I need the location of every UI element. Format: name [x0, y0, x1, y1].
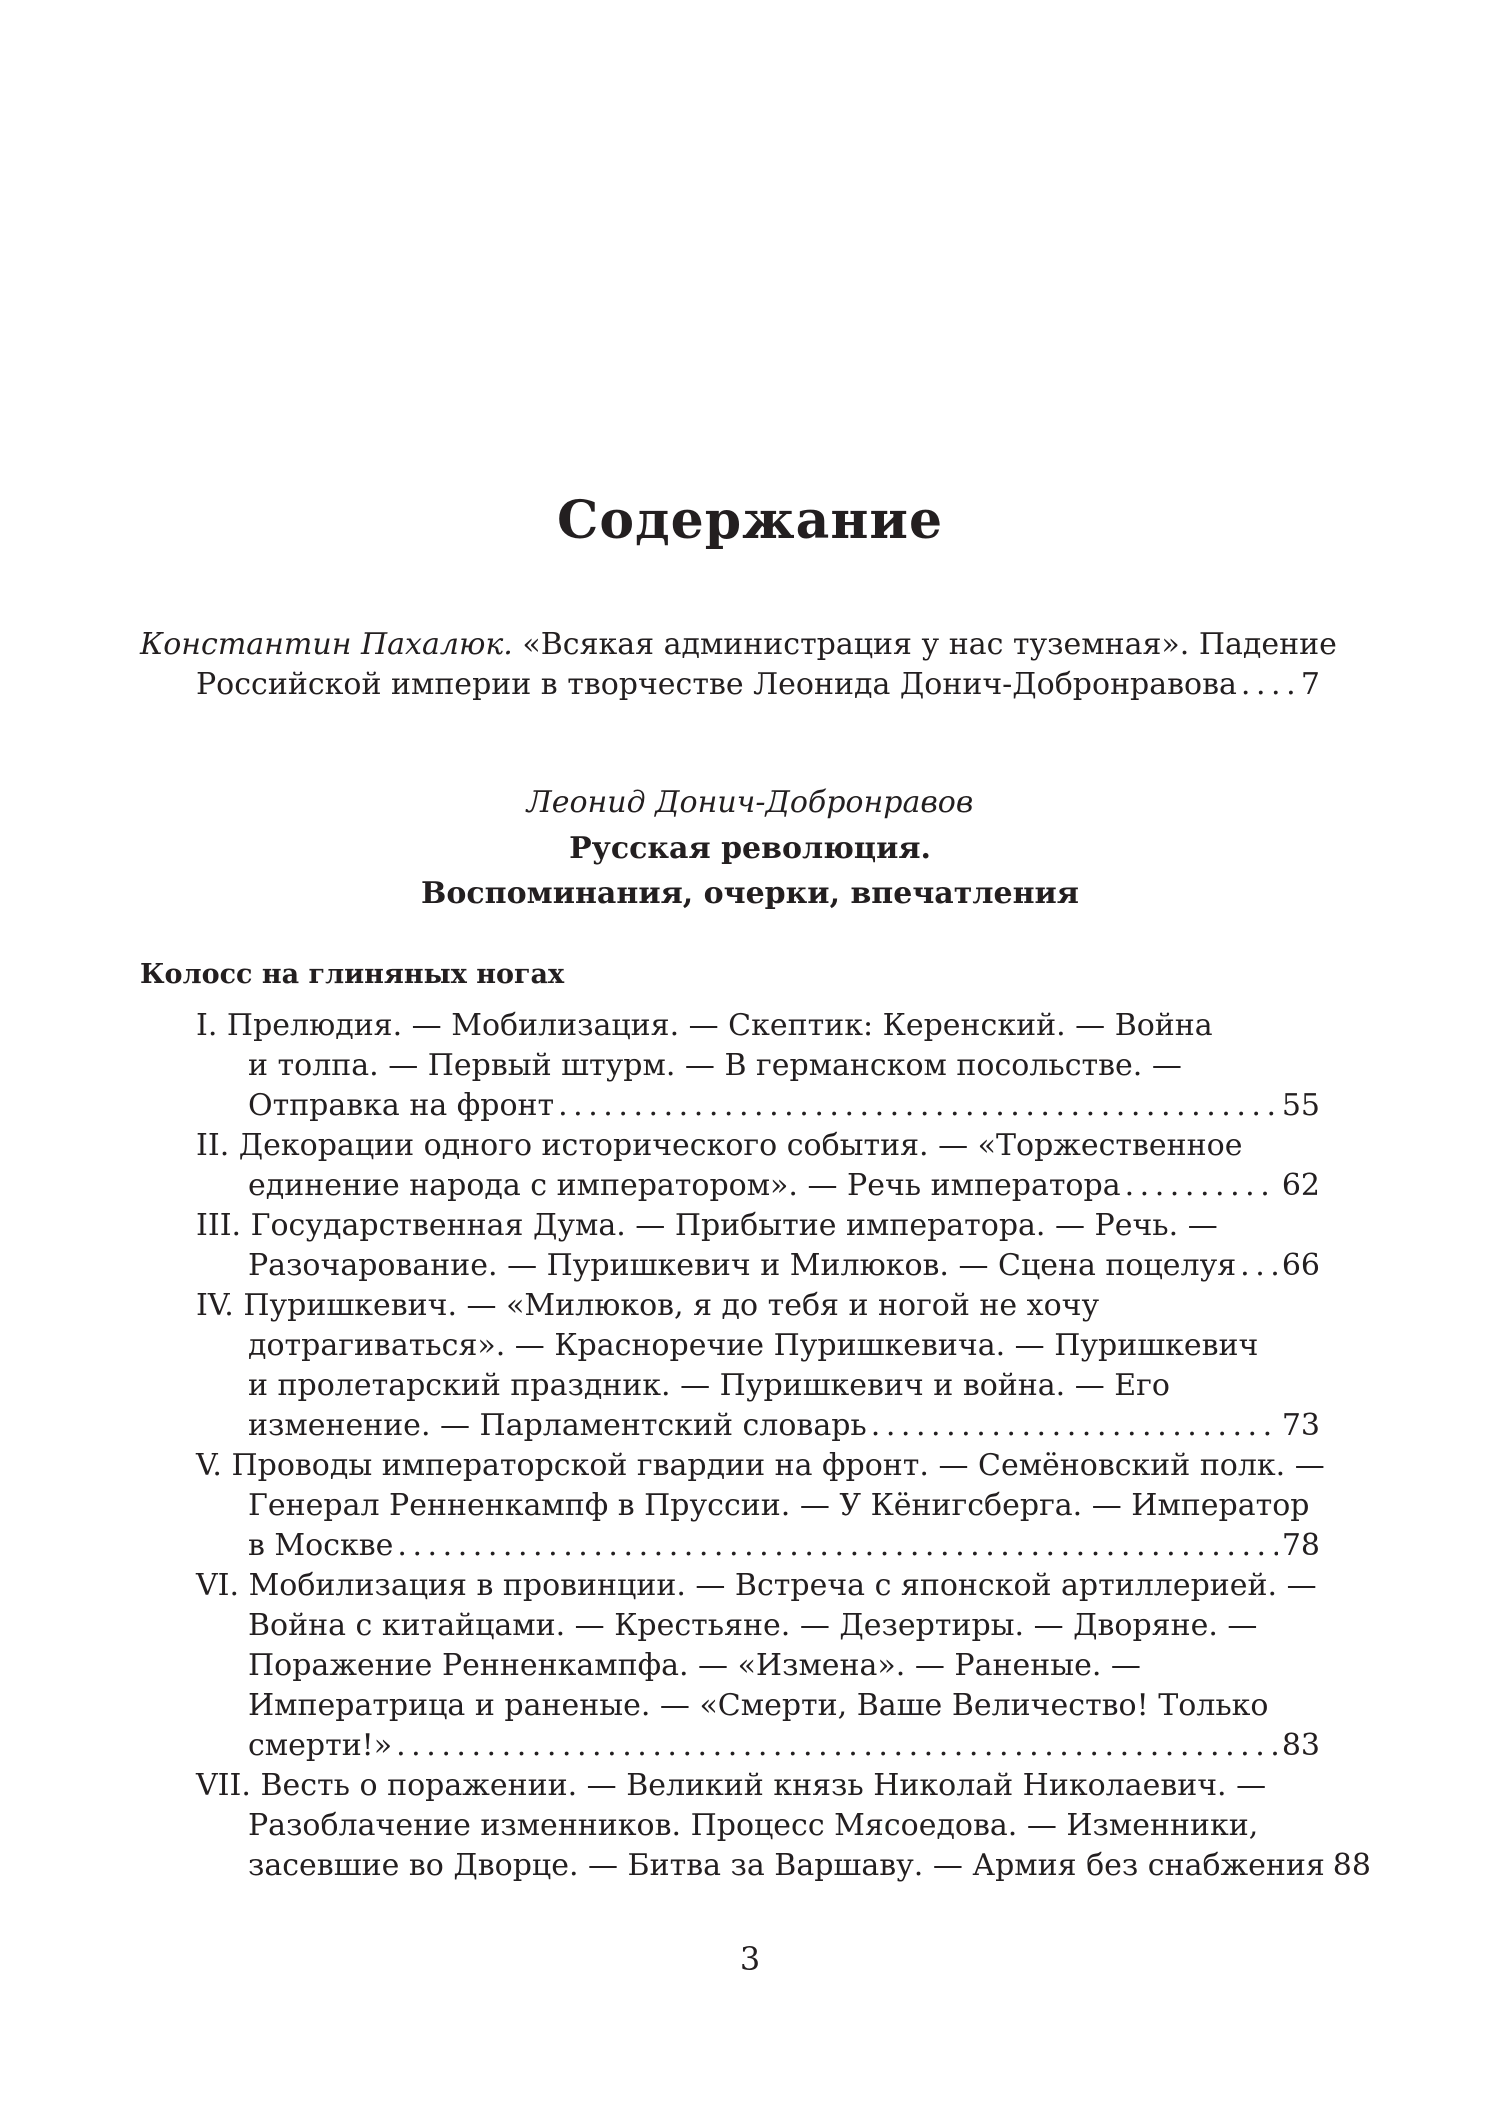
page-number: 3 — [739, 1940, 761, 1978]
entry-line-last — [248, 1526, 1320, 1566]
intro-title-part-1: «Всякая администрация у нас туземная». Падение — [522, 627, 1337, 662]
entry-text: Разочарование. — Пуришкевич и Милюков. — Сцена поцелуя — [248, 1248, 1237, 1283]
leader-dots — [558, 1086, 1278, 1126]
entry-text: в Москве — [248, 1528, 394, 1563]
entry-line: Поражение Ренненкампфа. — «Измена». — Раненые. — — [248, 1648, 1141, 1683]
entry-line: Генерал Ренненкампф в Пруссии. — У Кёнигсберга. — Император — [248, 1488, 1310, 1523]
intro-author: Константин Пахалюк. — [140, 627, 513, 662]
entry-page: 62 — [1281, 1168, 1320, 1203]
leader-dots — [397, 1526, 1277, 1566]
intro-page: 7 — [1300, 667, 1320, 702]
section-heading: Колосс на глиняных ногах — [140, 959, 565, 990]
entry-line: и толпа. — Первый штурм. — В германском посольстве. — — [248, 1048, 1182, 1083]
entry-line: I. Прелюдия. — Мобилизация. — Скептик: Керенский. — Война — [196, 1008, 1213, 1043]
entry-text: Отправка на фронт — [248, 1088, 555, 1123]
entry-line: VII. Весть о поражении. — Великий князь Николай Николаевич. — — [196, 1768, 1267, 1803]
entry-page: 78 — [1281, 1528, 1320, 1563]
entry-line: и пролетарский праздник. — Пуришкевич и война. — Его — [248, 1368, 1170, 1403]
leader-dots — [871, 1406, 1278, 1446]
entry-line: Война с китайцами. — Крестьяне. — Дезертиры. — Дворяне. — — [248, 1608, 1258, 1643]
leader-dots — [396, 1726, 1278, 1766]
entry-text: единение народа с императором». — Речь императора — [248, 1168, 1121, 1203]
entry-page: 88 — [1332, 1848, 1371, 1883]
book-title-line-2: Воспоминания, очерки, впечатления — [421, 876, 1079, 911]
entry-line: дотрагиваться». — Красноречие Пуришкевича. — Пуришкевич — [248, 1328, 1259, 1363]
entry-line: V. Проводы императорской гвардии на фронт. — Семёновский полк. — — [196, 1448, 1325, 1483]
entry-line-last — [248, 1726, 1320, 1766]
entry-line: III. Государственная Дума. — Прибытие императора. — Речь. — — [196, 1208, 1218, 1243]
intro-line-1 — [140, 625, 1337, 665]
entry-line-last — [248, 1166, 1320, 1206]
entry-line-last — [248, 1246, 1320, 1286]
entry-line: Императрица и раненые. — «Смерти, Ваше Величество! Только — [248, 1688, 1269, 1723]
entry-page: 55 — [1281, 1088, 1320, 1123]
entry-page: 83 — [1281, 1728, 1320, 1763]
page-title: Содержание — [556, 490, 944, 551]
entry-text: смерти!» — [248, 1728, 393, 1763]
intro-line-2 — [196, 665, 1320, 705]
entry-line-last — [248, 1406, 1320, 1446]
book-author: Леонид Донич-Добронравов — [526, 785, 974, 820]
leader-dots — [1240, 1246, 1278, 1286]
entry-line: VI. Мобилизация в провинции. — Встреча с японской артиллерией. — — [196, 1568, 1317, 1603]
entry-line-last — [248, 1086, 1320, 1126]
entry-line: II. Декорации одного исторического события. — «Торжественное — [196, 1128, 1243, 1163]
entry-line-last — [248, 1846, 1371, 1886]
entry-line: IV. Пуришкевич. — «Милюков, я до тебя и ногой не хочу — [196, 1288, 1100, 1323]
leader-dots — [1125, 1166, 1278, 1206]
entry-text: засевшие во Дворце. — Битва за Варшаву. — Армия без снабжения — [248, 1848, 1325, 1883]
leader-dots — [1241, 665, 1297, 705]
book-title-line-1: Русская революция. — [569, 831, 931, 866]
entry-page: 66 — [1281, 1248, 1320, 1283]
entry-text: изменение. — Парламентский словарь — [248, 1408, 867, 1443]
intro-title-part-2: Российской империи в творчестве Леонида Донич-Добронравова — [196, 667, 1237, 702]
entry-page: 73 — [1281, 1408, 1320, 1443]
entry-line: Разоблачение изменников. Процесс Мясоедова. — Изменники, — [248, 1808, 1259, 1843]
